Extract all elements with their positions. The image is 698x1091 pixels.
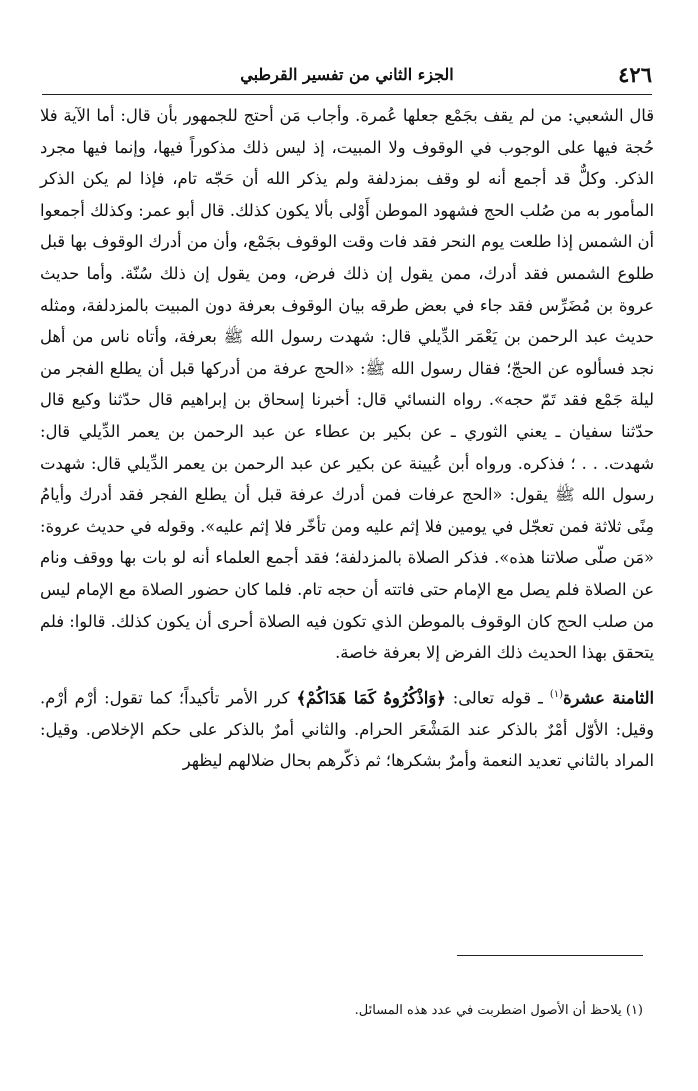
running-title: الجزء الثاني من تفسير القرطبي: [240, 65, 454, 84]
footnote-divider: [457, 955, 643, 956]
page-body: [40, 100, 654, 777]
quran-quote: ﴿وَاذْكُرُوهُ كَمَا هَدَاكُمْ﴾: [296, 688, 446, 708]
issue-heading: الثامنة عشرة: [563, 688, 654, 708]
body-paragraph: قال الشعبي: من لم يقف بجَمْع جعلها عُمرة. وأجاب مَن أحتج للجمهور بأن قال: أما الآية فلا حُجة فيها على الوجوب في الوقوف ولا المبيت، إذ ليس ذلك مذكوراً فيها، وإنما فيها مجرد الذكر. وكلٌّ قد أجمع أنه لو وقف بمزدلفة ولم يذكر الله أن حَجّه تام، فإذا لم يكن الذكر المأمور به من صُلب الحج فشهود الموطن أَوْلى بألا يكون كذلك. قال أبو عمر: وكذلك أجمعوا أن الشمس إذا طلعت يوم النحر فقد فات وقت الوقوف بجَمْع، وأن من أدرك الوقوف بها قبل طلوع الشمس فقد أدرك، ممن يقول إن ذلك فرض، ومن يقول إن ذلك سُنّة. وأما حديث عروة بن مُضَرِّس فقد جاء في بعض طرقه بيان الوقوف بعرفة دون المبيت بالمزدلفة، ومثله حديث عبد الرحمن بن يَعْمَر الدِّيلي قال: شهدت رسول الله ﷺ بعرفة، وأتاه ناس من أهل نجد فسألوه عن الحجّ؛ فقال رسول الله ﷺ: «الحج عرفة من أدركها قبل أن يطلع الفجر من ليلة جَمْع فقد تَمّ حجه». رواه النسائي قال: أخبرنا إسحاق بن إبراهيم قال حدّثنا وكيع قال حدّثنا سفيان ـ يعني الثوري ـ عن بكير بن عطاء عن عبد الرحمن بن يعمر الدِّيلي قال: شهدت. . . ؛ فذكره. ورواه أبن عُيينة عن بكير عن عبد الرحمن بن يعمر الدِّيلي قال: شهدت رسول الله ﷺ يقول: «الحج عرفات فمن أدرك عرفة قبل أن يطلع الفجر فقد أدرك وأيامُ مِنًى ثلاثة فمن تعجّل في يومين فلا إثم عليه ومن تأخّر فلا إثم عليه». وقوله في حديث عروة: «مَن صلّى صلاتنا هذه». فذكر الصلاة بالمزدلفة؛ فقد أجمع العلماء أنه لو بات بها ووقف ونام عن الصلاة فلم يصل مع الإمام حتى فاتته أن حجه تام. فلما كان حضور الصلاة مع الإمام ليس من صلب الحج كان الوقوف بالموطن الذي تكون فيه الصلاة أحرى أن يكون كذلك. قالوا: فلم يتحقق بهذا الحديث ذلك الفرض إلا بعرفة خاصة.: [40, 106, 654, 663]
page-header: [42, 60, 652, 95]
page-number: ٤٢٦: [618, 62, 652, 87]
paragraph-text: كرر الأمر تأكيداً؛ كما تقول: أرْم أرْم. وقيل: الأوّل أمْرٌ بالذكر عند المَشْعَر الحرام. والثاني أمرٌ بالذكر على حكم الإخلاص. وقيل: المراد بالثاني تعديد النعمة وأمرٌ بشكرها؛ ثم ذكّرهم بحال ضلالهم ليظهر: [40, 688, 654, 771]
heading-dash: ـ قوله تعالى:: [445, 688, 550, 708]
body-paragraph-eighteenth-issue: [40, 679, 654, 777]
footnote-reference: (١): [549, 688, 563, 700]
footnote: (١) يلاحظ أن الأصول اضطربت في عدد هذه المسائل.: [354, 1003, 643, 1018]
